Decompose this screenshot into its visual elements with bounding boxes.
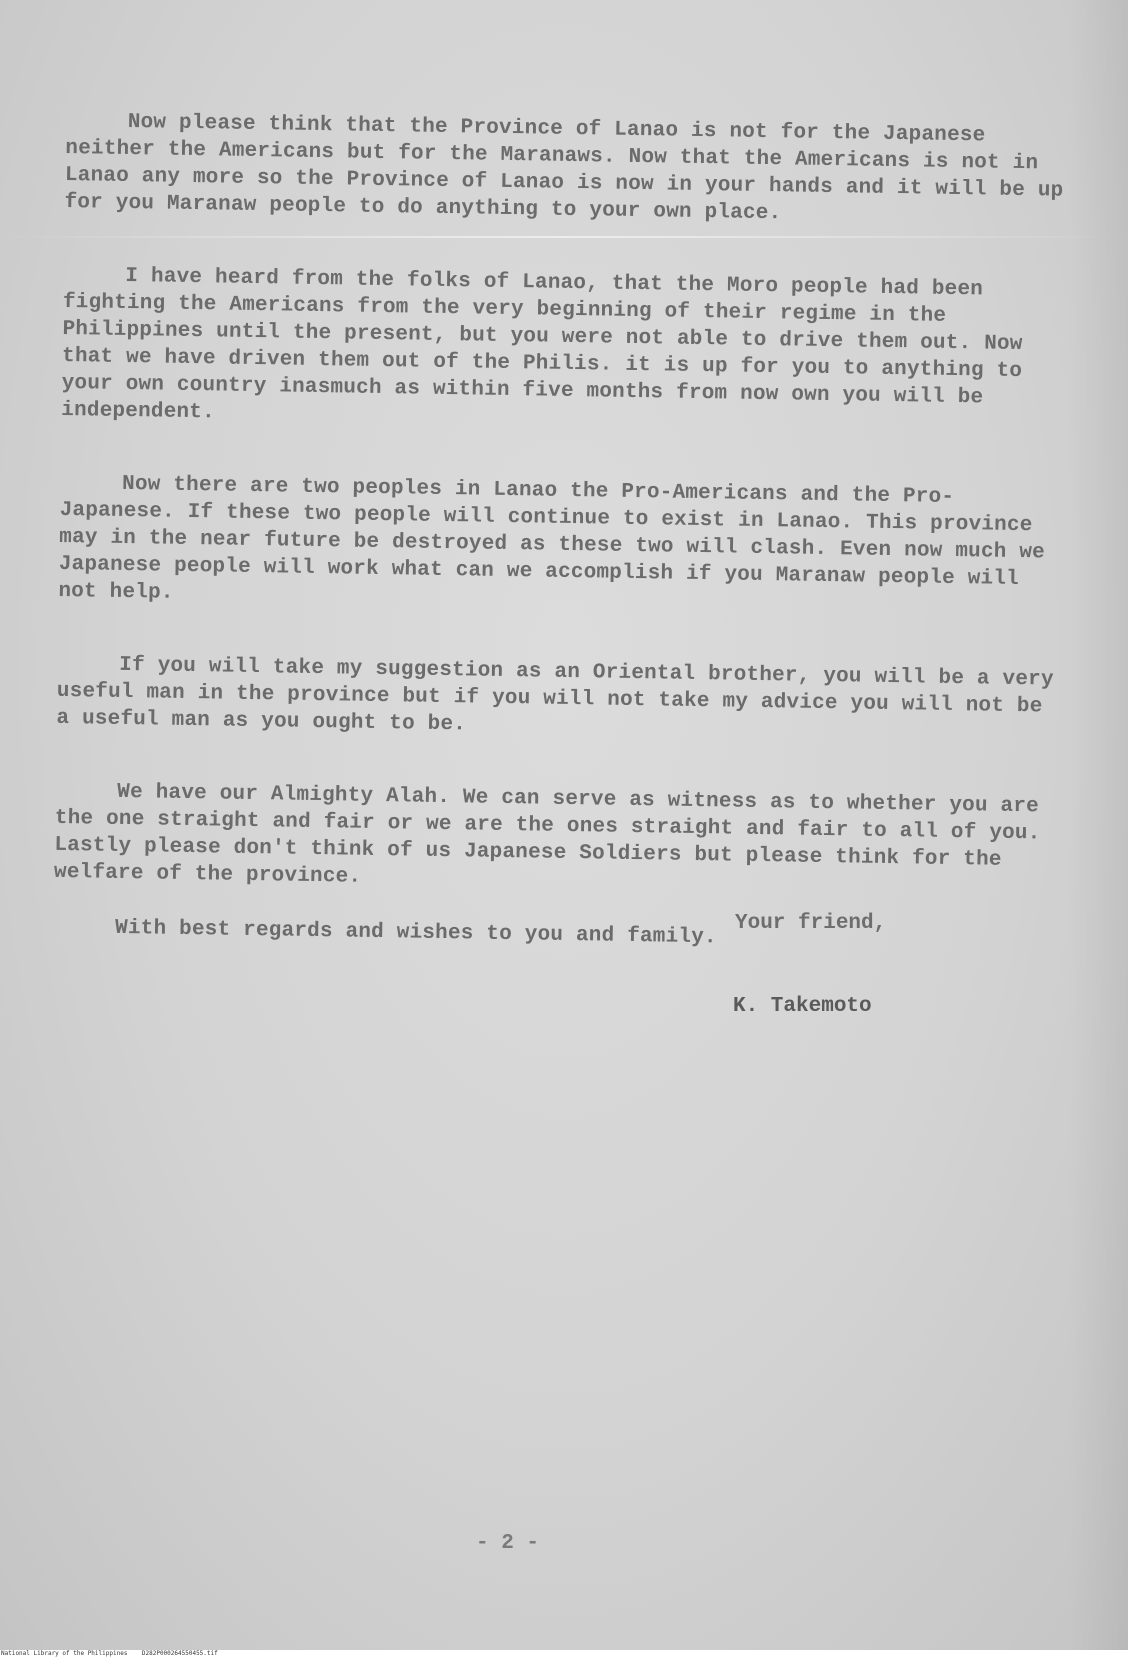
paragraph-moro-people: I have heard from the folks of Lanao, that the Moro people had been fighting the Americans from the very beginning of their regime in the Philippines until the present, but you were not able to drive them out. Now that we have driven them out of the Philis. it is up for you to anything to your own country inasmuch as within five months from now own you will be independent.: [61, 264, 1023, 425]
paragraph-province-of-lanao: Now please think that the Province of Lanao is not for the Japanese neither the Americans but for the Maranaws. Now that the Americans is not in Lanao any more so the Province of Lanao is now in your hands and it will be up for you Maranaw people to do anything to your own place.: [64, 110, 1064, 226]
scan-footer-text: National Library of the Philippines D282P000264550455.tif: [1, 1650, 218, 1657]
paragraph-two-peoples: Now there are two peoples in Lanao the Pro-Americans and the Pro-Japanese. If these two people will continue to exist in Lanao. This province may in the near future be destroyed as these two will clash. Even now much we Japanese people will work what can we accomplish if you Maranaw people will not help.: [58, 472, 1046, 605]
paragraph-almighty-alah: We have our Almighty Alah. We can serve as witness as to whether you are the one straight and fair or we are the ones straight and fair to all of you. Lastly please don't think of us Japanese Soldiers but please think for the welfare of the province.: [53, 780, 1041, 889]
paragraph-best-regards: With best regards and wishes to you and family.: [114, 916, 717, 950]
letter-body: [52, 108, 1066, 1003]
letter-closing: Your friend,: [735, 912, 887, 935]
page-number: - 2 -: [476, 1532, 540, 1555]
letter-signature: K. Takemoto: [733, 995, 872, 1018]
paragraph-oriental-brother: If you will take my suggestion as an Oriental brother, you will be a very useful man in the province but if you will not take my advice you will not be a useful man as you ought to be.: [56, 653, 1054, 737]
page-edge-shadow: [1068, 0, 1128, 1650]
